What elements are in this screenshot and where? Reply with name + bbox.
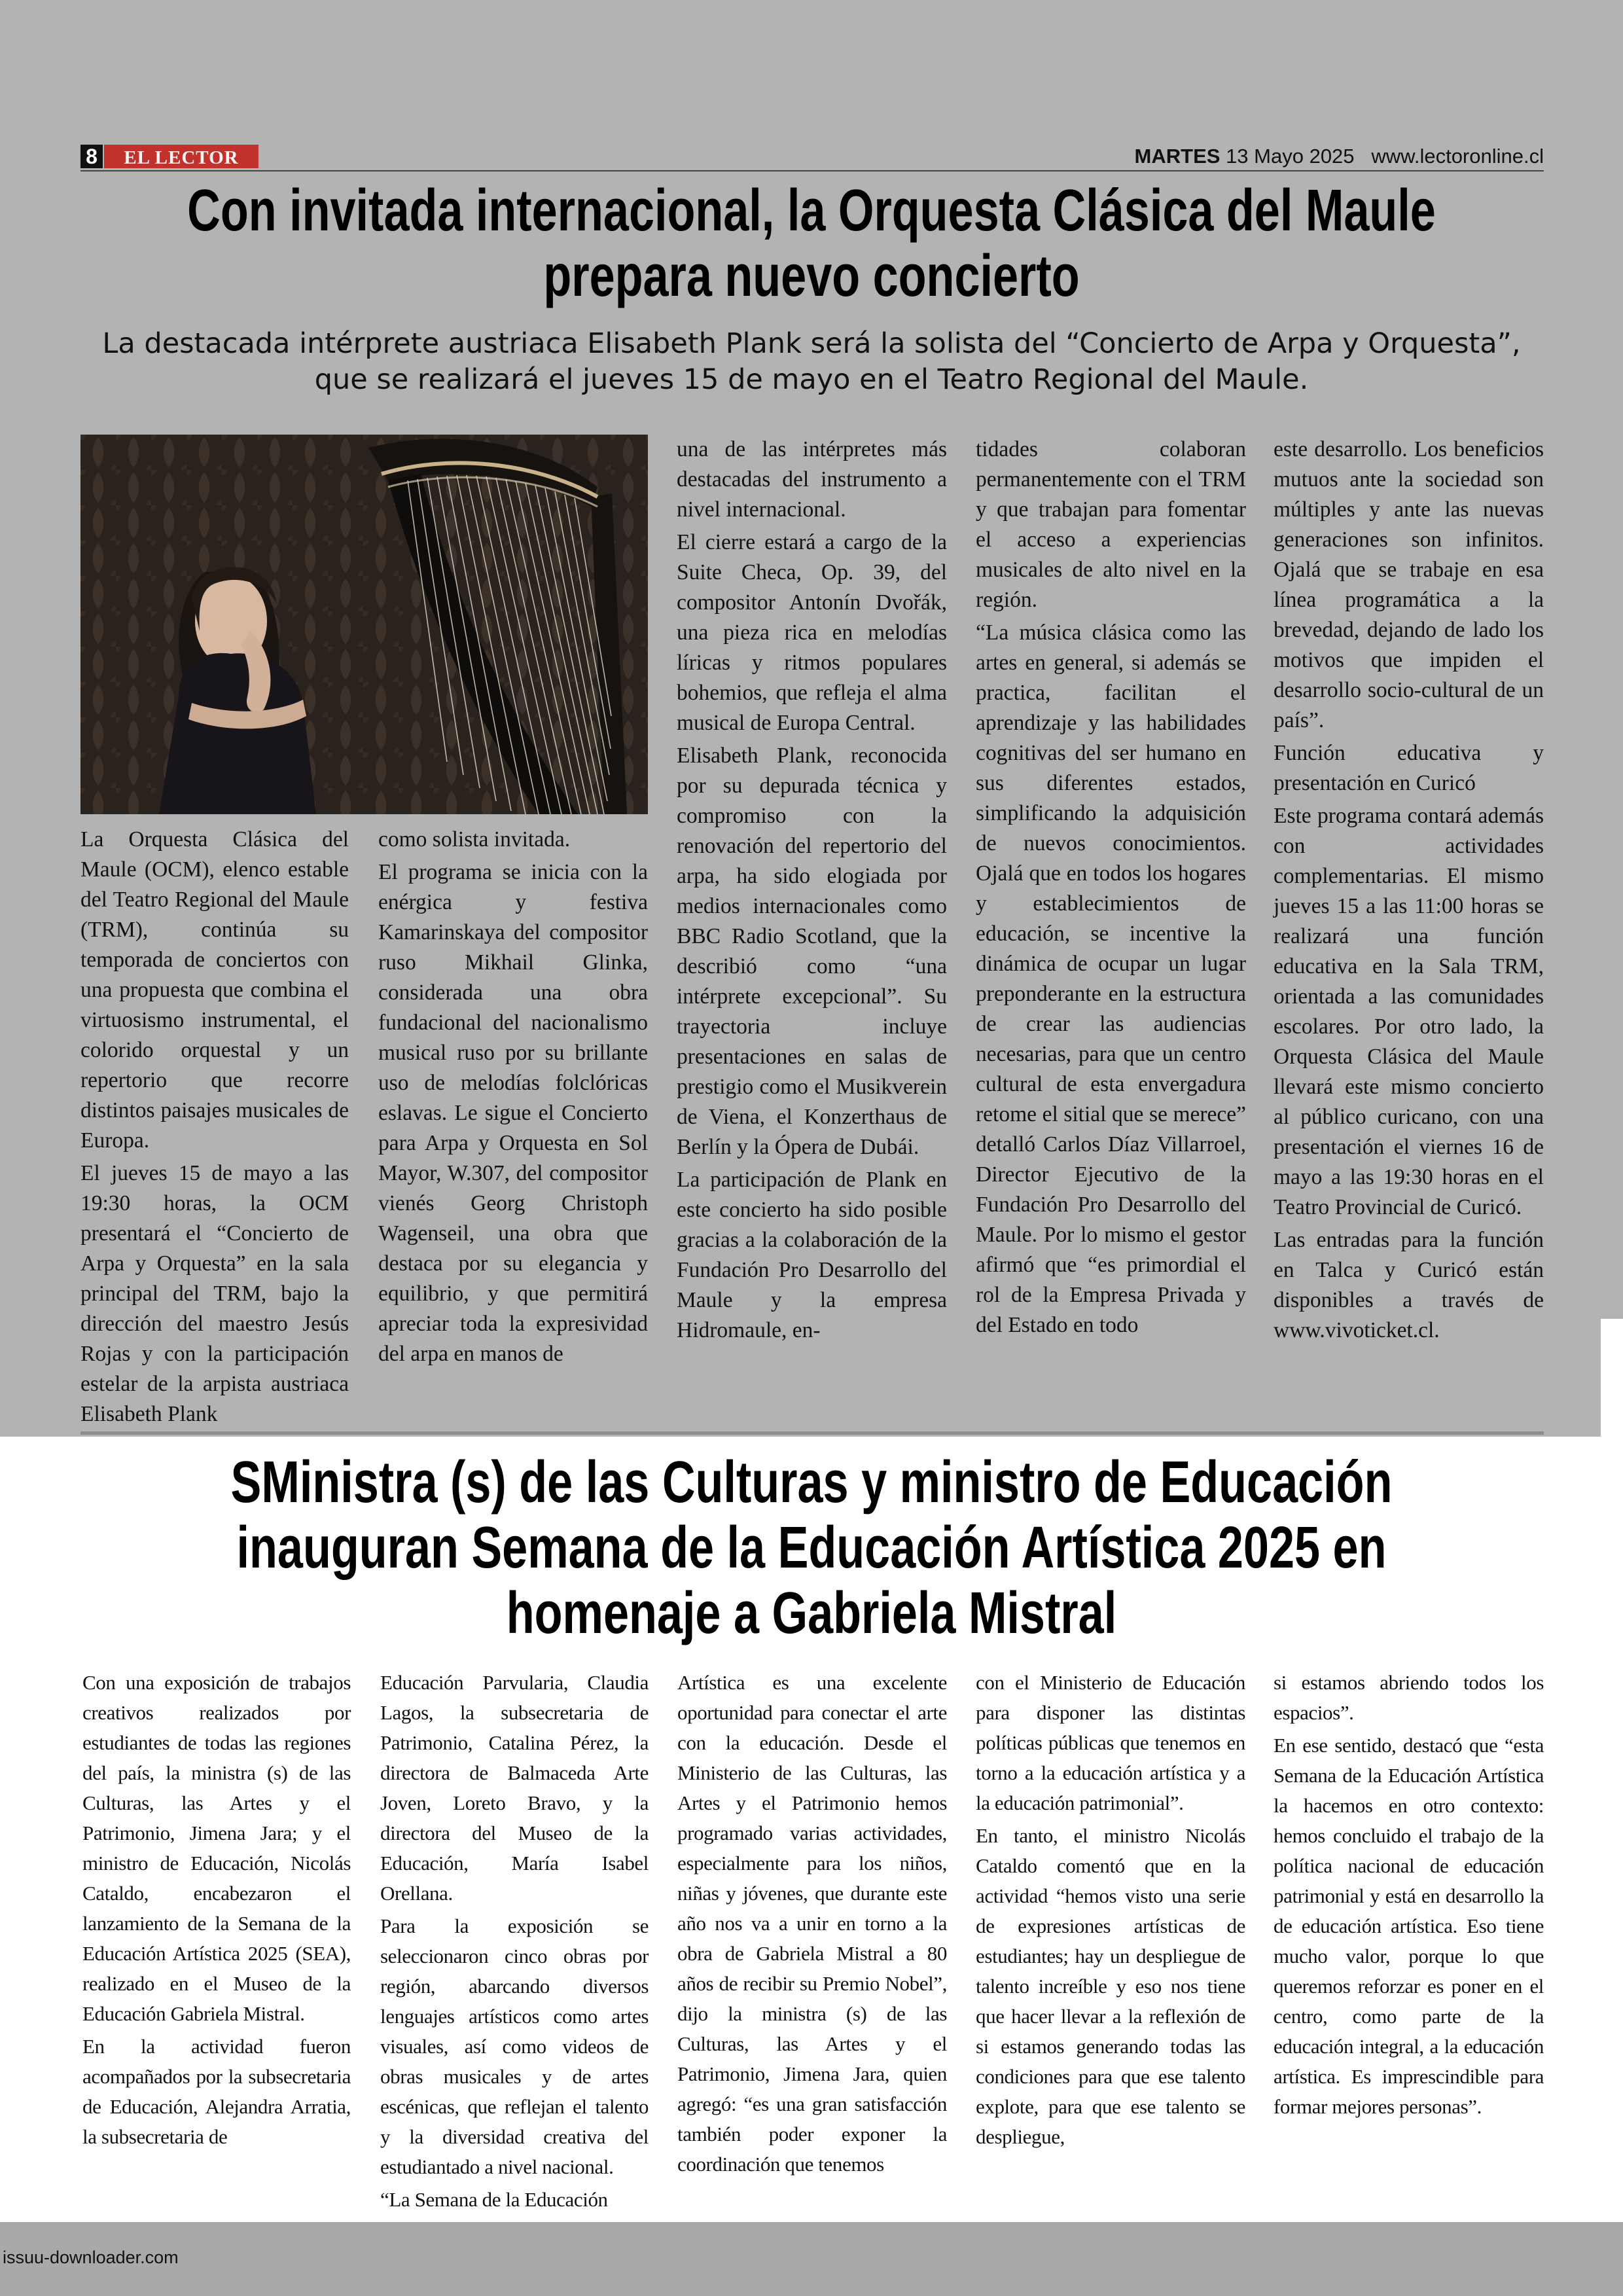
article1-column-5 — [1274, 435, 1544, 1348]
article1-column-3 — [677, 435, 947, 1348]
paragraph: como solista invitada. — [378, 827, 571, 852]
article2-column-3 — [677, 1668, 947, 2182]
paragraph: Las entradas para la función en Talca y Curicó están disponibles a través de www.vivoticket.cl. — [1274, 1228, 1544, 1342]
paragraph: con el Ministerio de Educación para disponer las distintas políticas públicas que tenemos en torno a la educación artística y a la educación patrimonial”. — [976, 1671, 1245, 1814]
article2-column-4 — [976, 1668, 1245, 2155]
paragraph: Elisabeth Plank, reconocida por su depurada técnica y compromiso con la renovación del repertorio del arpa, ha sido elogiada por medios internacionales como BBC Radio Scotland, que la describió como “una intérprete excepcional”. Su trayectoria incluye presentaciones en salas de prestigio como el Musikverein de Viena, el Konzerthaus de Berlín y la Ópera de Dubái. — [677, 744, 947, 1159]
paragraph: Artística es una excelente oportunidad para conectar el arte con la educación. Desde el Ministerio de las Culturas, las Artes y el Patrimonio hemos programado varias actividades, especialmente para los niños, niñas y jóvenes, que durante este año nos va a unir en torno a la obra de Gabriela Mistral a 80 años de recibir su Premio Nobel”, dijo la ministra (s) de las Culturas, las Artes y el Patrimonio, Jimena Jara, quien agregó: “es una gran satisfacción también poder exponer la coordinación que tenemos — [677, 1671, 947, 2176]
paragraph: tidades colaboran permanentemente con el TRM y que trabajan para fomentar el acceso a experiencias musicales de alto nivel en la región. — [976, 437, 1246, 612]
article1-column-1 — [80, 825, 349, 1432]
page-header — [80, 143, 1544, 170]
paragraph: “La Semana de la Educación — [380, 2188, 608, 2211]
page-number: 8 — [80, 145, 103, 168]
article1-deck: La destacada intérprete austriaca Elisabeth Plank será la solista del “Concierto de Arpa y Orquesta”, que se realizará el jueves 15 de mayo en el Teatro Regional del Maule. — [102, 327, 1521, 396]
footer-credit: issuu-downloader.com — [3, 2248, 179, 2267]
article1-column-4 — [976, 435, 1246, 1343]
paragraph: En ese sentido, destacó que “esta Semana de la Educación Artística la hacemos en otro contexto: hemos concluido el trabajo de la política nacional de educación patrimonial y está en desarrollo la de educación artística. Eso tiene mucho valor, porque lo que queremos reforzar es poner en el centro, como parte de la educación integral, a la educación artística. Es imprescindible para formar mejores personas”. — [1274, 1734, 1544, 2118]
paragraph: Con una exposición de trabajos creativos realizados por estudiantes de todas las regiones del país, la ministra (s) de las Culturas, las Artes y el Patrimonio, Jimena Jara; y el ministro de Educación, Nicolás Cataldo, encabezaron el lanzamiento de la Semana de la Educación Artística 2025 (SEA), realizado en el Museo de la Educación Gabriela Mistral. — [82, 1671, 351, 2025]
article2-headline: SMinistra (s) de las Culturas y ministro de Educación inauguran Semana de la Educación Artística 2025 en homenaje a Gabriela Mistral — [230, 1450, 1393, 1646]
weekday: MARTES — [1134, 145, 1221, 168]
harpist-photo — [80, 435, 648, 814]
article2-column-1 — [82, 1668, 351, 2155]
footer-band — [0, 2222, 1623, 2296]
website-link[interactable]: www.lectoronline.cl — [1371, 145, 1544, 168]
masthead-logo: EL LECTOR — [104, 145, 259, 168]
paragraph: Este programa contará además con actividades complementarias. El mismo jueves 15 a las 11:00 horas se realizará una función educativa en la Sala TRM, orientada a las comunidades escolares. Por otro lado, la Orquesta Clásica del Maule llevará este mismo concierto al público curicano, con una presentación el viernes 16 de mayo a las 19:30 horas en el Teatro Provincial de Curicó. — [1274, 804, 1544, 1219]
article1-headline: Con invitada internacional, la Orquesta Clásica del Maule prepara nuevo concierto — [187, 178, 1436, 309]
paragraph: Educación Parvularia, Claudia Lagos, la subsecretaria de Patrimonio, Catalina Pérez, la directora de Balmaceda Arte Joven, Loreto Bravo, y la directora del Museo de la Educación, María Isabel Orellana. — [380, 1671, 649, 1905]
paragraph: El jueves 15 de mayo a las 19:30 horas, la OCM presentará el “Concierto de Arpa y Orquesta” en la sala principal del TRM, bajo la dirección del maestro Jesús Rojas y con la participación estelar de la arpista austriaca Elisabeth Plank — [80, 1161, 349, 1426]
article1-column-2 — [378, 825, 648, 1372]
article2-column-5 — [1274, 1668, 1544, 2125]
section-rule — [80, 1431, 1544, 1435]
article2-column-2 — [380, 1668, 649, 2217]
background-notch — [1601, 1319, 1623, 1437]
issue-date: 13 Mayo 2025 — [1226, 145, 1355, 168]
paragraph: La participación de Plank en este concierto ha sido posible gracias a la colaboración de la Fundación Pro Desarrollo del Maule y la empresa Hidromaule, en- — [677, 1168, 947, 1342]
paragraph: “La música clásica como las artes en general, si además se practica, facilitan el aprendizaje y las habilidades cognitivas del ser humano en sus diferentes estados, simplificando la adquisición de nuevos conocimientos. Ojalá que en todos los hogares y establecimientos de educación, se incentive la dinámica de ocupar un lugar preponderante en la estructura de crear las audiencias necesarias, para que un centro cultural de esta envergadura retome el sitial que se merece” detalló Carlos Díaz Villarroel, Director Ejecutivo de la Fundación Pro Desarrollo del Maule. Por lo mismo el gestor afirmó que “es primordial el rol de la Empresa Privada y del Estado en todo — [976, 620, 1246, 1337]
paragraph: El cierre estará a cargo de la Suite Checa, Op. 39, del compositor Antonín Dvořák, una pieza rica en melodías líricas y ritmos populares bohemios, que refleja el alma musical de Europa Central. — [677, 530, 947, 735]
header-rule — [80, 170, 1544, 171]
subheading: Función educativa y presentación en Curicó — [1274, 741, 1544, 795]
paragraph: este desarrollo. Los beneficios mutuos ante la sociedad son múltiples y ante las nuevas generaciones son infinitos. Ojalá que se trabaje en esa línea programática a la brevedad, dejando de lado los motivos que impiden el desarrollo socio-cultural de un país”. — [1274, 437, 1544, 732]
paragraph: Para la exposición se seleccionaron cinco obras por región, abarcando diversos lenguajes artísticos como artes visuales, así como videos de obras musicales y de artes escénicas, que reflejan el talento y la diversidad creativa del estudiantado a nivel nacional. — [380, 1914, 649, 2178]
paragraph: si estamos abriendo todos los espacios”. — [1274, 1671, 1544, 1724]
paragraph: una de las intérpretes más destacadas del instrumento a nivel internacional. — [677, 437, 947, 522]
paragraph: En tanto, el ministro Nicolás Cataldo comentó que en la actividad “hemos visto una serie de expresiones artísticas de estudiantes; hay un despliegue de talento increíble y eso nos tiene que hacer llevar a la reflexión de si estamos generando todas las condiciones para que ese talento explote, para que ese talento se despliegue, — [976, 1824, 1245, 2148]
date-line — [1135, 143, 1544, 170]
paragraph: En la actividad fueron acompañados por la subsecretaria de Educación, Alejandra Arratia, la subsecretaria de — [82, 2035, 351, 2148]
paragraph: El programa se inicia con la enérgica y festiva Kamarinskaya del compositor ruso Mikhail Glinka, considerada una obra fundacional del nacionalismo musical ruso por su brillante uso de melodías folclóricas eslavas. Le sigue el Concierto para Arpa y Orquesta en Sol Mayor, W.307, del compositor vienés Georg Christoph Wagenseil, una obra que destaca por su elegancia y equilibrio, y que permitirá apreciar toda la expresividad del arpa en manos de — [378, 860, 648, 1366]
paragraph: La Orquesta Clásica del Maule (OCM), elenco estable del Teatro Regional del Maule (TRM), continúa su temporada de conciertos con una propuesta que combina el virtuosismo instrumental, el colorido orquestal y un repertorio que recorre distintos paisajes musicales de Europa. — [80, 827, 349, 1153]
